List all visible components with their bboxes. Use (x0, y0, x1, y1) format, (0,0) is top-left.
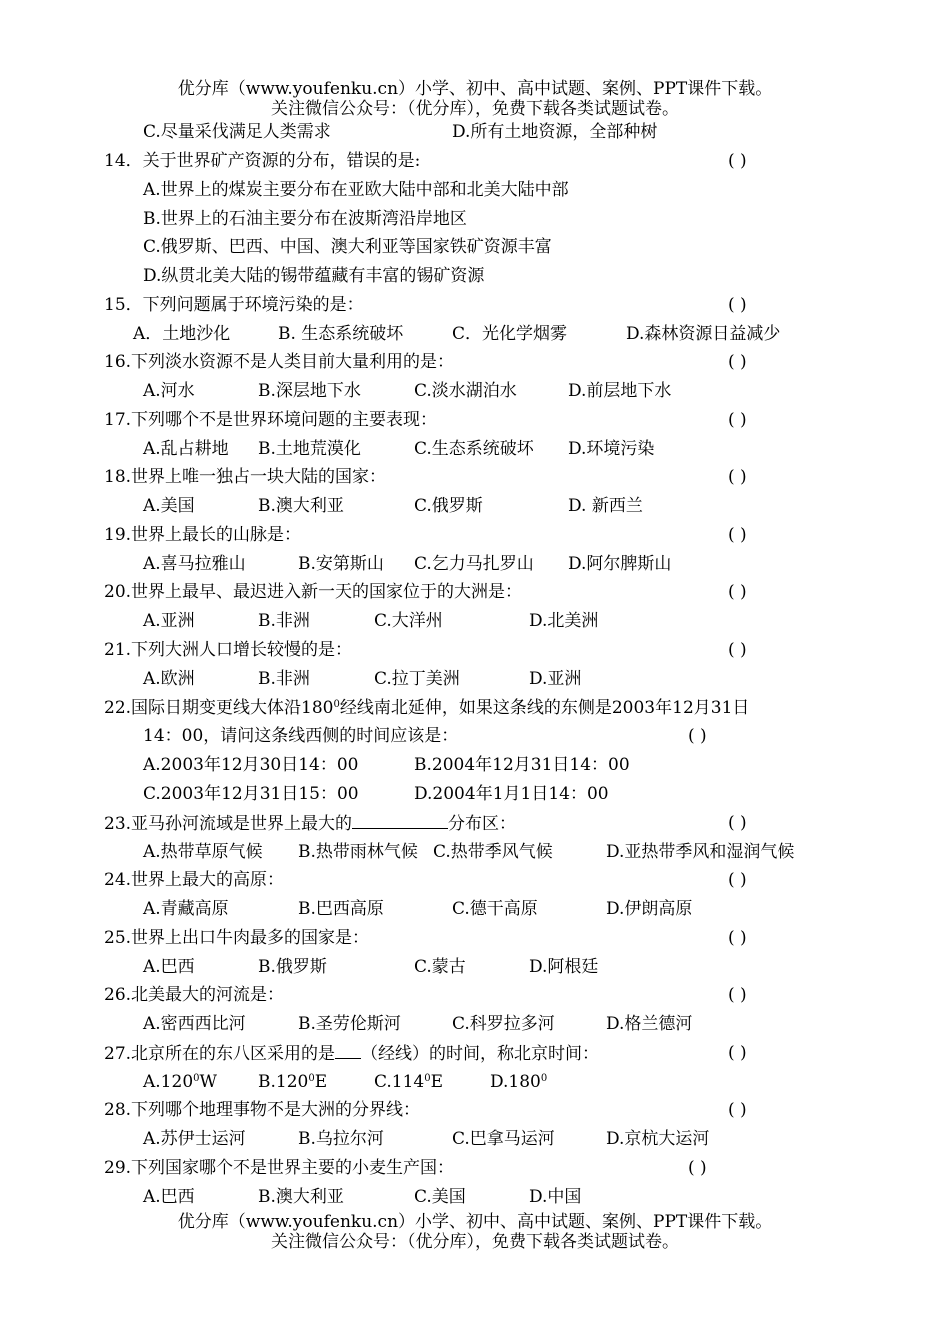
q24-option-c: C.德干高原 (452, 899, 538, 919)
q24-option-d: D.伊朗高原 (606, 899, 693, 919)
q21-text: 21.下列大洲人口增长较慢的是： (104, 640, 353, 660)
q25-option-a: A.巴西 (143, 957, 195, 977)
q27-answer-paren: ( ) (728, 1043, 747, 1063)
q21-option-b: B.非洲 (258, 669, 310, 689)
q20-option-c: C.大洋州 (374, 611, 443, 631)
q20-text: 20.世界上最早、最迟进入新一天的国家位于的大洲是： (104, 582, 523, 602)
q27-option-a (143, 1071, 217, 1093)
q15-text: 15．下列问题属于环境污染的是： (104, 295, 364, 315)
q28-option-d: D.京杭大运河 (606, 1129, 710, 1149)
q29-option-b: B.澳大利亚 (258, 1187, 344, 1207)
q27-option-a-pre: A.120 (143, 1072, 194, 1092)
q26-option-a: A.密西西比河 (143, 1014, 246, 1034)
q18-text: 18.世界上唯一独占一块大陆的国家： (104, 467, 387, 487)
q29-option-d: D.中国 (529, 1187, 582, 1207)
q18-answer-paren: ( ) (728, 467, 747, 487)
q14-text: 14．关于世界矿产资源的分布，错误的是: (104, 151, 421, 171)
q22-option-c: C.2003年12月31日15：00 (143, 784, 359, 804)
q17-option-b: B.土地荒漠化 (258, 439, 361, 459)
q25-answer-paren: ( ) (728, 928, 747, 948)
q22-answer-paren: ( ) (688, 726, 707, 746)
q29-option-c: C.美国 (414, 1187, 466, 1207)
q22-text (104, 697, 749, 719)
q22-text-pre: 22.国际日期变更线大体沿180 (104, 698, 334, 718)
q17-option-a: A.乱占耕地 (143, 439, 229, 459)
q15-answer-paren: ( ) (728, 295, 747, 315)
q26-option-b: B.圣劳伦斯河 (298, 1014, 401, 1034)
q27-option-a-post: W (199, 1072, 217, 1092)
q14-option-d: D.纵贯北美大陆的锡带蕴藏有丰富的锡矿资源 (143, 266, 485, 286)
q20-answer-paren: ( ) (728, 582, 747, 602)
q25-option-c: C.蒙古 (414, 957, 466, 977)
q19-option-b: B.安第斯山 (298, 554, 384, 574)
q25-option-b: B.俄罗斯 (258, 957, 327, 977)
q27-text-post: （经线）的时间，称北京时间： (361, 1044, 600, 1064)
q27-option-d-pre: D.180 (490, 1072, 541, 1092)
q23-option-d: D.亚热带季风和湿润气候 (606, 842, 795, 862)
q20-option-b: B.非洲 (258, 611, 310, 631)
q18-option-c: C.俄罗斯 (414, 496, 483, 516)
q25-text: 25.世界上出口牛肉最多的国家是： (104, 928, 370, 948)
q26-answer-paren: ( ) (728, 985, 747, 1005)
q17-text: 17.下列哪个不是世界环境问题的主要表现： (104, 410, 438, 430)
q22-degree-sup: 0 (333, 699, 340, 710)
footer-line-1: 优分库（www.youfenku.cn）小学、初中、高中试题、案例、PPT课件下载。 (177, 1212, 773, 1232)
q28-option-a: A.苏伊士运河 (143, 1129, 246, 1149)
q25-option-d: D.阿根廷 (529, 957, 599, 977)
q20-option-d: D.北美洲 (529, 611, 599, 631)
footer-line-2: 关注微信公众号：（优分库），免费下载各类试题试卷。 (271, 1232, 679, 1252)
q27-option-b-post: E (314, 1072, 328, 1092)
q21-answer-paren: ( ) (728, 640, 747, 660)
q16-answer-paren: ( ) (728, 352, 747, 372)
q20-option-a: A.亚洲 (143, 611, 195, 631)
q27-option-a-sup: 0 (193, 1073, 200, 1084)
q23-option-a: A.热带草原气候 (143, 842, 263, 862)
header-line-1: 优分库（www.youfenku.cn）小学、初中、高中试题、案例、PPT课件下载。 (177, 79, 773, 99)
q22-text-line2: 14：00，请问这条线西侧的时间应该是： (143, 726, 459, 746)
q28-option-b: B.乌拉尔河 (298, 1129, 384, 1149)
q29-answer-paren: ( ) (688, 1158, 707, 1178)
q17-answer-paren: ( ) (728, 410, 747, 430)
q19-option-a: A.喜马拉雅山 (143, 554, 246, 574)
q16-option-a: A.河水 (143, 381, 195, 401)
q23-answer-paren: ( ) (728, 813, 747, 833)
q19-option-c: C.乞力马扎罗山 (414, 554, 534, 574)
q27-option-b-pre: B.120 (258, 1072, 309, 1092)
q27-text-pre: 27.北京所在的东八区采用的是 (104, 1044, 336, 1064)
header-line-2: 关注微信公众号：（优分库），免费下载各类试题试卷。 (271, 99, 679, 119)
q23-blank (352, 812, 448, 829)
q16-option-d: D.前层地下水 (568, 381, 672, 401)
q21-option-d: D.亚洲 (529, 669, 582, 689)
q27-blank (335, 1042, 361, 1059)
q15-option-a: A．土地沙化 (133, 324, 231, 344)
q26-option-c: C.科罗拉多河 (452, 1014, 555, 1034)
q24-option-a: A.青藏高原 (143, 899, 229, 919)
q26-option-d: D.格兰德河 (606, 1014, 693, 1034)
q27-option-d-sup: 0 (540, 1073, 548, 1084)
q26-text: 26.北美最大的河流是： (104, 985, 285, 1005)
q16-option-c: C.淡水湖泊水 (414, 381, 517, 401)
q17-option-c: C.生态系统破坏 (414, 439, 534, 459)
q15-option-b: B. 生态系统破坏 (278, 324, 404, 344)
q23-option-b: B.热带雨林气候 (298, 842, 418, 862)
q27-option-b (258, 1071, 327, 1093)
q16-option-b: B.深层地下水 (258, 381, 361, 401)
q27-text (104, 1042, 599, 1065)
q27-option-c-sup: 0 (424, 1073, 431, 1084)
q27-option-d (490, 1071, 547, 1093)
q23-text-pre: 23.亚马孙河流域是世界上最大的 (104, 814, 353, 834)
q27-option-b-sup: 0 (308, 1073, 315, 1084)
q29-text: 29.下列国家哪个不是世界主要的小麦生产国： (104, 1158, 455, 1178)
q28-text: 28.下列哪个地理事物不是大洲的分界线： (104, 1100, 421, 1120)
q24-option-b: B.巴西高原 (298, 899, 384, 919)
q14-answer-paren: ( ) (728, 151, 747, 171)
q14-option-c: C.俄罗斯、巴西、中国、澳大利亚等国家铁矿资源丰富 (143, 237, 552, 257)
q18-option-a: A.美国 (143, 496, 195, 516)
q27-option-c-pre: C.114 (374, 1072, 425, 1092)
q14-option-b: B.世界上的石油主要分布在波斯湾沿岸地区 (143, 209, 467, 229)
q29-option-a: A.巴西 (143, 1187, 195, 1207)
q24-text: 24.世界上最大的高原： (104, 870, 285, 890)
q15-option-d: D.森林资源日益减少 (626, 324, 781, 344)
q13-option-c: C.尽量采伐满足人类需求 (143, 122, 331, 142)
q19-text: 19.世界上最长的山脉是： (104, 525, 302, 545)
q28-answer-paren: ( ) (728, 1100, 747, 1120)
q24-answer-paren: ( ) (728, 870, 747, 890)
q18-option-d: D. 新西兰 (568, 496, 643, 516)
q15-option-c: C．光化学烟雾 (452, 324, 568, 344)
q21-option-c: C.拉丁美洲 (374, 669, 460, 689)
q22-option-a: A.2003年12月30日14：00 (143, 755, 359, 775)
q16-text: 16.下列淡水资源不是人类目前大量利用的是： (104, 352, 455, 372)
q17-option-d: D.环境污染 (568, 439, 655, 459)
q22-option-b: B.2004年12月31日14：00 (414, 755, 630, 775)
q19-answer-paren: ( ) (728, 525, 747, 545)
q23-text-post: 分布区： (448, 814, 517, 834)
q18-option-b: B.澳大利亚 (258, 496, 344, 516)
q23-option-c: C.热带季风气候 (433, 842, 553, 862)
q27-option-c (374, 1071, 443, 1093)
q14-option-a: A.世界上的煤炭主要分布在亚欧大陆中部和北美大陆中部 (143, 180, 569, 200)
q22-text-post: 经线南北延伸，如果这条线的东侧是2003年12月31日 (339, 698, 750, 718)
q27-option-c-post: E (430, 1072, 444, 1092)
q22-option-d: D.2004年1月1日14：00 (414, 784, 609, 804)
q13-option-d: D.所有土地资源，全部种树 (452, 122, 658, 142)
q23-text (104, 812, 516, 835)
q28-option-c: C.巴拿马运河 (452, 1129, 555, 1149)
q21-option-a: A.欧洲 (143, 669, 195, 689)
q19-option-d: D.阿尔脾斯山 (568, 554, 672, 574)
